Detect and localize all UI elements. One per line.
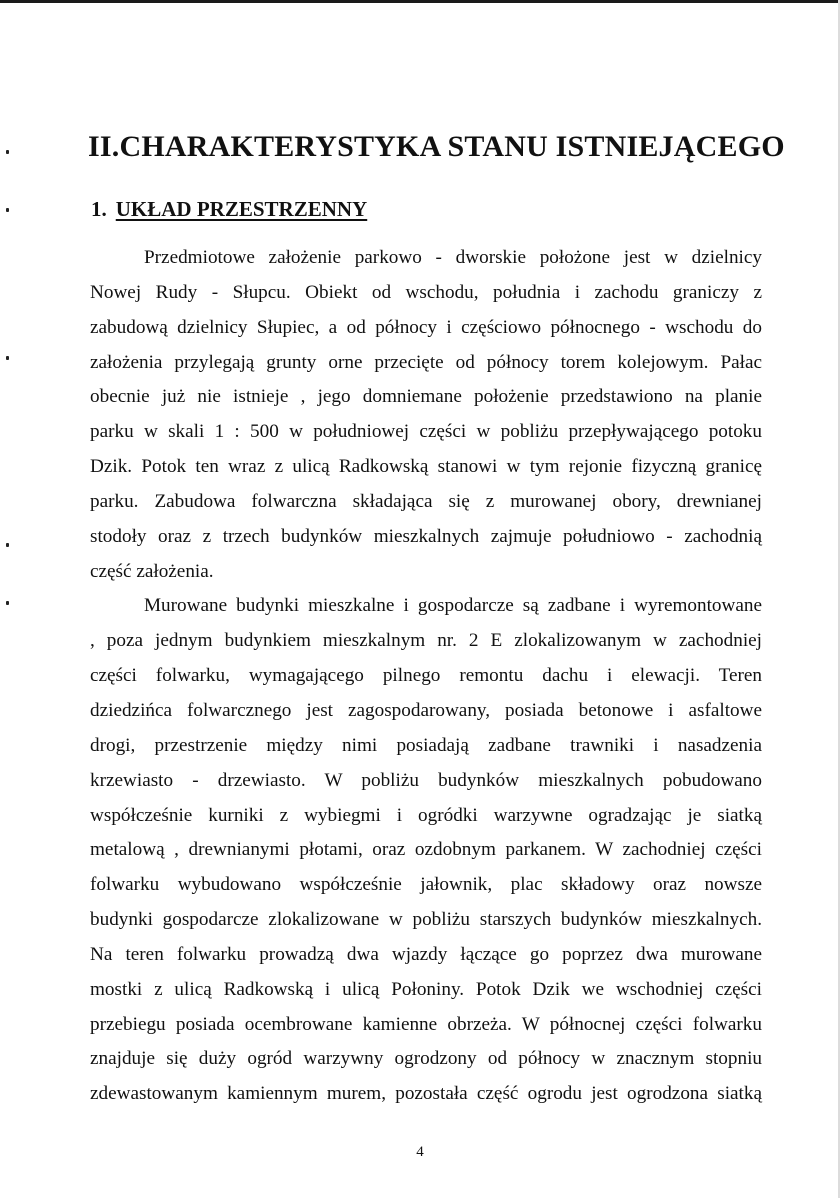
text-line: drogi, przestrzenie między nimi posiadają zadbane trawniki i nasadzenia	[90, 734, 762, 756]
text-line: przebiegu posiada ocembrowane kamienne obrzeża. W północnej części folwarku	[90, 1013, 762, 1035]
text-line: budynki gospodarcze zlokalizowane w pobliżu starszych budynków mieszkalnych.	[90, 909, 762, 931]
text-line: Na teren folwarku prowadzą dwa wjazdy łączące go poprzez dwa murowane	[90, 943, 762, 965]
text-line: zdewastowanym kamiennym murem, pozostała część ogrodu jest ogrodzona siatką	[90, 1083, 762, 1105]
text-line: parku. Zabudowa folwarczna składająca się z murowanej obory, drewnianej	[90, 490, 762, 512]
text-line: części folwarku, wymagającego pilnego remontu dachu i elewacji. Teren	[90, 665, 762, 687]
text-line: Przedmiotowe założenie parkowo - dworskie położone jest w dzielnicy	[144, 247, 762, 268]
text-line: stodoły oraz z trzech budynków mieszkalnych zajmuje południowo - zachodnią	[90, 525, 762, 547]
section-number: 1.	[91, 197, 107, 221]
text-line: założenia przylegają grunty orne przecięte od północy torem kolejowym. Pałac	[90, 351, 762, 373]
scan-top-border	[0, 0, 840, 3]
text-line: zabudową dzielnicy Słupiec, a od północy i częściowo północnego - wschodu do	[90, 316, 762, 338]
text-line: parku w skali 1 : 500 w południowej części w pobliżu przepływającego potoku	[90, 421, 762, 443]
section-title: UKŁAD PRZESTRZENNY	[115, 197, 368, 221]
paragraph-2	[90, 589, 762, 1112]
page-number: 4	[416, 1144, 424, 1160]
text-line: Dzik. Potok ten wraz z ulicą Radkowską stanowi w tym rejonie fizyczną granicę	[90, 456, 762, 478]
text-line: współcześnie kurniki z wybiegmi i ogródki warzywne ogradzając je siatką	[90, 804, 762, 826]
chapter-title: II.CHARAKTERYSTYKA STANU ISTNIEJĄCEGO	[88, 130, 785, 163]
text-line: krzewiasto - drzewiasto. W pobliżu budynków mieszkalnych pobudowano	[90, 769, 762, 791]
scan-margin-mark	[6, 208, 9, 212]
scan-margin-mark	[6, 601, 9, 605]
text-line: , poza jednym budynkiem mieszkalnym nr. 2 E zlokalizowanym w zachodniej	[90, 630, 762, 652]
scan-margin-mark	[6, 150, 9, 154]
text-line: metalową , drewnianymi płotami, oraz ozdobnym parkanem. W zachodniej części	[90, 839, 762, 861]
body-text	[90, 241, 762, 1112]
scan-margin-mark	[6, 543, 9, 547]
scan-margin-mark	[6, 356, 9, 360]
text-line: dziedzińca folwarcznego jest zagospodarowany, posiada betonowe i asfaltowe	[90, 699, 762, 721]
text-line: Nowej Rudy - Słupcu. Obiekt od wschodu, południa i zachodu graniczy z	[90, 281, 762, 303]
text-line: część założenia.	[90, 560, 214, 582]
text-line: mostki z ulicą Radkowską i ulicą Połoniny. Potok Dzik we wschodniej części	[90, 978, 762, 1000]
section-heading	[91, 196, 367, 222]
text-line: obecnie już nie istnieje , jego domniemane położenie przedstawiono na planie	[90, 386, 762, 408]
text-line: znajduje się duży ogród warzywny ogrodzony od północy w znacznym stopniu	[90, 1048, 762, 1070]
text-line: Murowane budynki mieszkalne i gospodarcze są zadbane i wyremontowane	[144, 595, 762, 617]
paragraph-1	[90, 241, 762, 589]
text-line: folwarku wybudowano współcześnie jałownik, plac składowy oraz nowsze	[90, 874, 762, 896]
